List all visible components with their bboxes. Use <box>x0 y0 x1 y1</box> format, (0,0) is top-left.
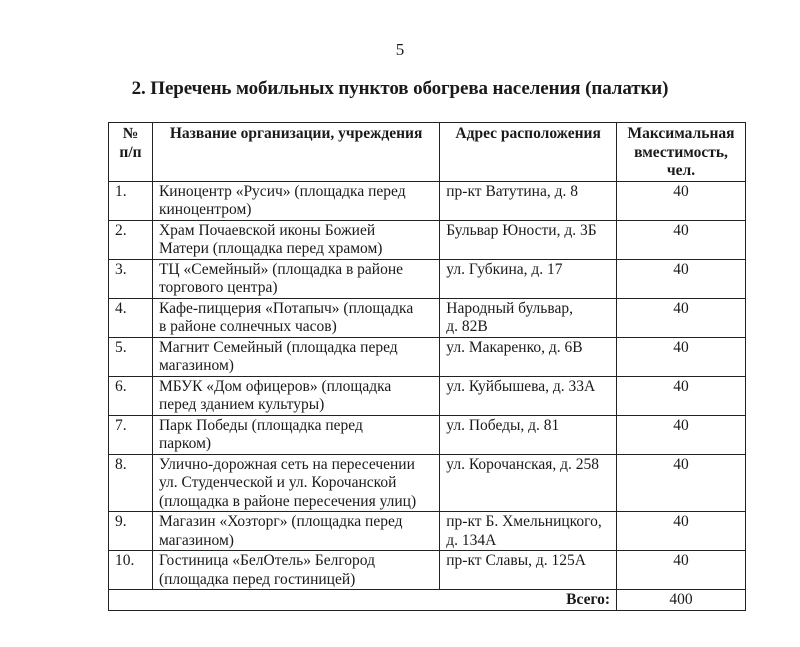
cell-name-line: ул. Студенческой и ул. Корочанской <box>158 474 397 491</box>
cell-address <box>440 415 617 454</box>
cell-capacity: 40 <box>617 415 746 454</box>
cell-num: 7. <box>109 415 153 454</box>
cell-address-line: ул. Корочанская, д. 258 <box>446 455 600 473</box>
header-name: Название организации, учреждения <box>152 123 439 182</box>
cell-name <box>152 454 439 512</box>
document-title: 2. Перечень мобильных пунктов обогрева населения (палатки) <box>131 78 669 99</box>
table-row <box>109 454 746 512</box>
cell-name <box>152 415 439 454</box>
header-capacity-line: вместимость, <box>634 143 728 161</box>
header-capacity-line: чел. <box>666 162 696 179</box>
cell-name-line: магазином) <box>158 357 234 374</box>
header-num-line: № <box>122 125 139 142</box>
table-row <box>109 181 746 220</box>
cell-address-line: пр-кт Б. Хмельницкого, <box>446 513 602 530</box>
cell-address <box>440 298 617 337</box>
cell-name-line: киноцентром) <box>158 201 252 218</box>
table-row <box>109 376 746 415</box>
header-address: Адрес расположения <box>440 123 617 182</box>
cell-name-line: (площадка в районе пересечения улиц) <box>158 492 417 510</box>
header-num-line: п/п <box>119 143 142 161</box>
cell-name-line: перед зданием культуры) <box>158 396 325 413</box>
cell-address <box>440 337 617 376</box>
cell-capacity: 40 <box>617 512 746 551</box>
table-row <box>109 337 746 376</box>
cell-name-line: ТЦ «Семейный» (площадка в районе <box>158 260 403 278</box>
cell-num: 8. <box>109 454 153 512</box>
cell-capacity: 40 <box>617 298 746 337</box>
cell-address <box>440 220 617 259</box>
cell-capacity: 40 <box>617 220 746 259</box>
cell-address-line: Народный бульвар, <box>446 299 573 317</box>
cell-name-line: Магнит Семейный (площадка перед <box>158 338 398 356</box>
cell-address-line: ул. Победы, д. 81 <box>446 416 560 434</box>
cell-address <box>440 259 617 298</box>
cell-capacity: 40 <box>617 376 746 415</box>
cell-name-line: Гостиница «БелОтель» Белгород <box>158 552 375 569</box>
cell-num: 9. <box>109 512 153 551</box>
cell-address-line: д. 82В <box>446 318 488 335</box>
cell-name-line: Киноцентр «Русич» (площадка перед <box>158 182 406 200</box>
cell-capacity: 40 <box>617 337 746 376</box>
cell-name <box>152 181 439 220</box>
cell-num: 3. <box>109 259 153 298</box>
cell-name-line: МБУК «Дом офицеров» (площадка <box>158 377 392 395</box>
cell-name-line: Храм Почаевской иконы Божией <box>158 221 376 239</box>
cell-address-line: пр-кт Славы, д. 125А <box>446 552 586 569</box>
header-capacity-line: Максимальная <box>627 125 735 142</box>
page-number: 5 <box>395 40 405 59</box>
cell-name-line: (площадка перед гостиницей) <box>158 570 356 588</box>
cell-address-line: ул. Губкина, д. 17 <box>446 260 563 278</box>
cell-name <box>152 220 439 259</box>
cell-name-line: Кафе-пиццерия «Потапыч» (площадка <box>158 299 414 317</box>
cell-name-line: парком) <box>158 435 212 452</box>
total-label: Всего: <box>109 590 617 611</box>
cell-num: 4. <box>109 298 153 337</box>
table-row <box>109 220 746 259</box>
cell-name-line: Парк Победы (площадка перед <box>158 416 363 434</box>
cell-name-line: Матери (площадка перед храмом) <box>158 240 383 257</box>
cell-address <box>440 181 617 220</box>
cell-name-line: Магазин «Хозторг» (площадка перед <box>158 513 403 530</box>
table-row <box>109 259 746 298</box>
cell-name <box>152 376 439 415</box>
cell-num: 5. <box>109 337 153 376</box>
header-num <box>109 123 153 182</box>
cell-address-line: ул. Макаренко, д. 6В <box>446 338 583 356</box>
table-row <box>109 415 746 454</box>
cell-capacity: 40 <box>617 259 746 298</box>
cell-name <box>152 259 439 298</box>
cell-num: 2. <box>109 220 153 259</box>
cell-num: 1. <box>109 181 153 220</box>
cell-address-line: ул. Куйбышева, д. 33А <box>446 377 596 395</box>
cell-address-line: пр-кт Ватутина, д. 8 <box>446 182 578 200</box>
header-capacity <box>617 123 746 182</box>
cell-name-line: в районе солнечных часов) <box>158 318 337 335</box>
total-value: 400 <box>617 590 746 611</box>
table-row <box>109 512 746 551</box>
cell-address <box>440 551 617 590</box>
cell-capacity: 40 <box>617 181 746 220</box>
cell-num: 6. <box>109 376 153 415</box>
table-header-row <box>109 123 746 182</box>
cell-address <box>440 454 617 512</box>
table-row <box>109 551 746 590</box>
cell-name <box>152 551 439 590</box>
heating-points-table <box>108 122 746 611</box>
cell-name-line: Улично-дорожная сеть на пересечении <box>158 455 415 473</box>
cell-address <box>440 376 617 415</box>
cell-name <box>152 512 439 551</box>
cell-name <box>152 337 439 376</box>
cell-capacity: 40 <box>617 551 746 590</box>
cell-name <box>152 298 439 337</box>
cell-num: 10. <box>109 551 153 590</box>
cell-name-line: торгового центра) <box>158 279 278 296</box>
total-row <box>109 590 746 611</box>
cell-capacity: 40 <box>617 454 746 512</box>
cell-address <box>440 512 617 551</box>
cell-name-line: магазином) <box>158 531 234 549</box>
cell-address-line: д. 134А <box>446 531 497 549</box>
table-row <box>109 298 746 337</box>
cell-address-line: Бульвар Юности, д. 3Б <box>446 221 597 239</box>
